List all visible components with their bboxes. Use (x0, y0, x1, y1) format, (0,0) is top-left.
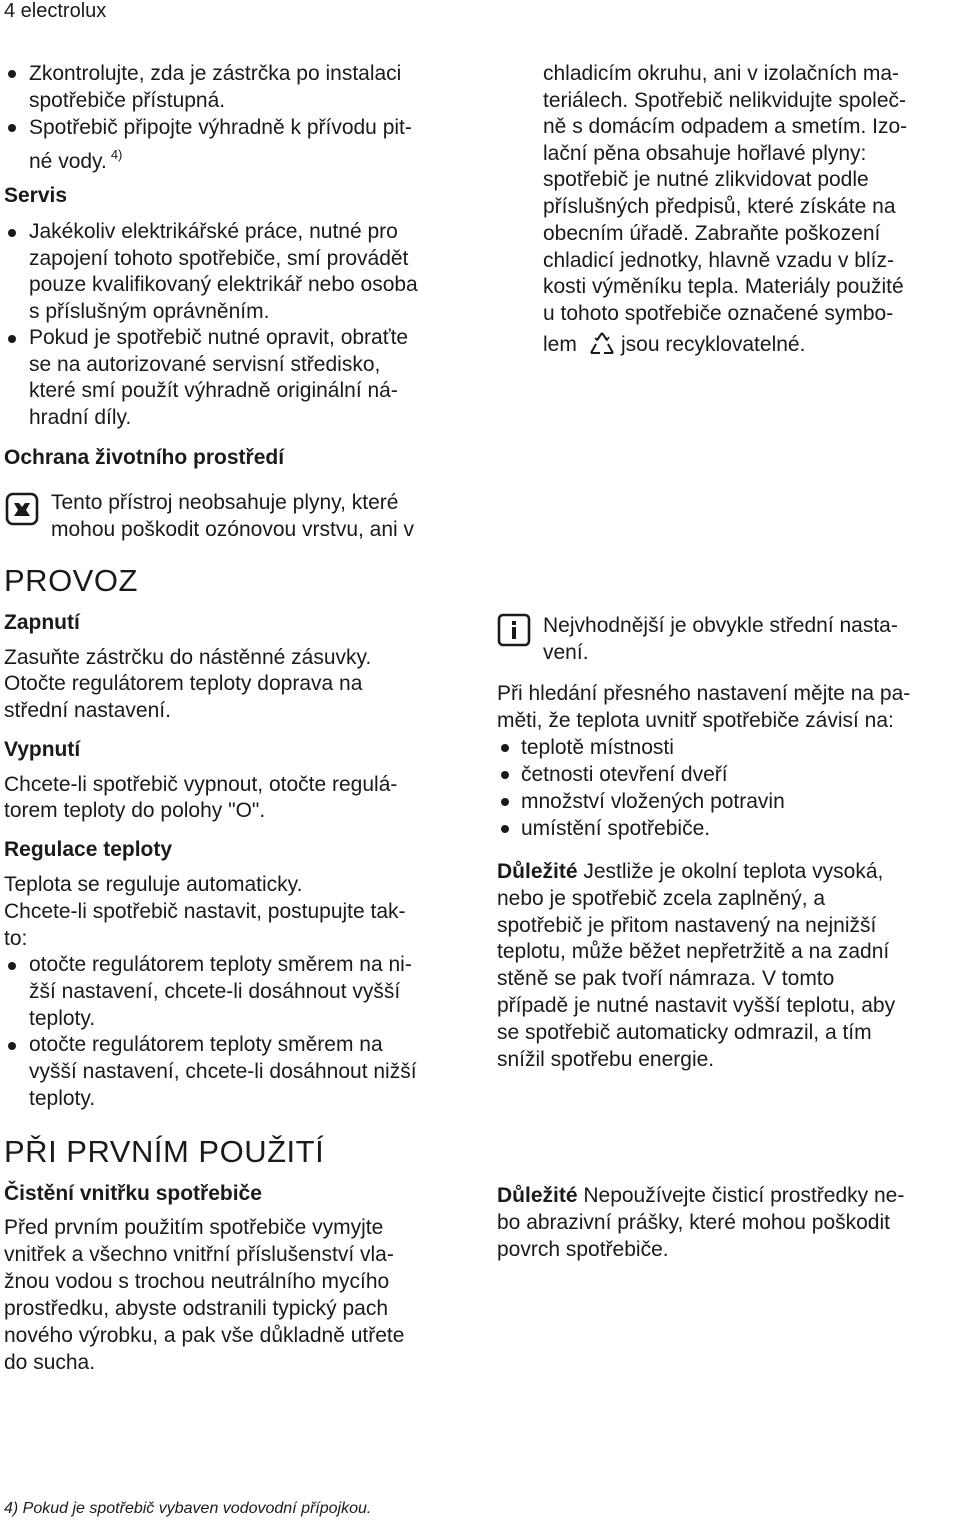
footnote: 4) Pokud je spotřebič vybaven vodovodní přípojkou. (4, 1500, 372, 1517)
text-span: né vody. (29, 150, 107, 173)
text-line: které smí použít výhradně originální ná- (29, 379, 398, 402)
text-line: se spotřebič automaticky odmrazil, a tím (497, 1021, 872, 1044)
text-line: chladicím okruhu, ani v izolačních ma- (543, 62, 899, 85)
text-line: u tohoto spotřebiče označené symbo- (543, 302, 894, 325)
bullet (501, 798, 509, 806)
text-line (497, 1182, 904, 1209)
text-line: nového výrobku, a pak vše důkladně utřete (4, 1324, 405, 1347)
bullet (501, 771, 509, 779)
list-item: množství vložených potravin (521, 790, 785, 813)
text-line: spotřebiče přístupná. (29, 89, 226, 112)
subheading-vypnuti: Vypnutí (4, 738, 81, 761)
text-line: Otočte regulátorem teploty doprava na (4, 672, 363, 695)
text-line: teplotu, může běžet nepřetržitě a na zadní (497, 940, 890, 963)
info-icon (497, 613, 531, 647)
bullet (8, 229, 16, 237)
text-line: spotřebič je přitom nastavený na nejnižší (497, 914, 877, 937)
recycling-icon (588, 331, 616, 357)
text-line: snížil spotřebu energie. (497, 1048, 715, 1071)
text-line: Zasuňte zástrčku do nástěnné zásuvky. (4, 646, 372, 669)
text-line: bo abrazivní prášky, které mohou poškodit (497, 1211, 890, 1234)
list-item: umístění spotřebiče. (521, 817, 711, 840)
subheading-cleaning: Čistění vnitřku spotřebiče (4, 1182, 262, 1205)
text-line: povrch spotřebiče. (497, 1238, 669, 1261)
text-line: prostředku, abyste odstranili typický pach (4, 1297, 389, 1320)
text-line: otočte regulátorem teploty směrem na ni- (29, 953, 412, 976)
bullet (8, 1042, 16, 1050)
text-line: Při hledání přesného nastavení mějte na pa- (497, 682, 911, 705)
important-label: Důležité (497, 860, 578, 883)
text-line: do sucha. (4, 1351, 96, 1374)
text-line: teploty. (29, 1087, 96, 1110)
section-title-provoz: PROVOZ (4, 563, 138, 598)
footnote-ref: 4) (110, 147, 123, 162)
text-line: vnitřek a všechno vnitřní příslušenství vla- (4, 1243, 394, 1266)
text-line: Nejvhodnější je obvykle střední nasta- (543, 614, 898, 637)
text-line: se na autorizované servisní středisko, (29, 353, 381, 376)
text-line: Tento přístroj neobsahuje plyny, které (51, 491, 399, 514)
text-line: žší nastavení, chcete-li dosáhnout vyšší (29, 980, 401, 1003)
text-line: stěně se pak tvoří námraza. V tomto (497, 967, 835, 990)
text-line: otočte regulátorem teploty směrem na (29, 1033, 383, 1056)
text-line: hradní díly. (29, 406, 132, 429)
bullet (8, 70, 16, 78)
text-span: Jestliže je okolní teplota vysoká, (577, 860, 884, 883)
section-heading-environment: Ochrana životního prostředí (4, 446, 285, 469)
subheading-zapnuti: Zapnutí (4, 611, 80, 634)
text-line: Spotřebič připojte výhradně k přívodu pit- (29, 116, 412, 139)
page-header: 4 electrolux (4, 0, 107, 22)
text-line: teriálech. Spotřebič nelikvidujte společ- (543, 89, 907, 112)
text-line: nebo je spotřebič zcela zaplněný, a (497, 887, 826, 910)
text-line: jsou recyklovatelné. (621, 333, 806, 356)
bullet (501, 825, 509, 833)
section-title-first-use: PŘI PRVNÍM POUŽITÍ (4, 1134, 325, 1169)
text-line: mohou poškodit ozónovou vrstvu, ani v (51, 518, 415, 541)
text-line: lem (543, 333, 577, 356)
text-line: Jakékoliv elektrikářské práce, nutné pro (29, 220, 398, 243)
text-line: lační pěna obsahuje hořlavé plyny: (543, 142, 867, 165)
text-line: pouze kvalifikovaný elektrikář nebo osoba (29, 273, 418, 296)
text-line: Před prvním použitím spotřebiče vymyjte (4, 1216, 384, 1239)
bullet (8, 124, 16, 132)
text-line: spotřebič je nutné zlikvidovat podle (543, 168, 869, 191)
important-label: Důležité (497, 1184, 578, 1207)
bullet (501, 744, 509, 752)
text-line: s příslušným oprávněním. (29, 300, 270, 323)
text-line: to: (4, 927, 28, 950)
text-line: zapojení tohoto spotřebiče, smí provádět (29, 247, 409, 270)
text-line: vyšší nastavení, chcete-li dosáhnout nižší (29, 1060, 417, 1083)
bullet (8, 962, 16, 970)
text-line (29, 141, 122, 175)
text-span: Nepoužívejte čisticí prostředky ne- (577, 1184, 905, 1207)
text-line: torem teploty do polohy "O". (4, 799, 266, 822)
section-heading-servis: Servis (4, 184, 68, 207)
subheading-regulace: Regulace teploty (4, 838, 173, 861)
text-line: Zkontrolujte, zda je zástrčka po instalaci (29, 62, 402, 85)
text-line: obecním úřadě. Zabraňte poškození (543, 222, 881, 245)
text-line (497, 858, 883, 885)
text-line: případě je nutné nastavit vyšší teplotu, aby (497, 994, 896, 1017)
list-item: četnosti otevření dveří (521, 763, 728, 786)
text-line: měti, že teplota uvnitř spotřebiče závisí na: (497, 709, 894, 732)
text-line: žnou vodou s trochou neutrálního mycího (4, 1270, 390, 1293)
bullet (8, 335, 16, 343)
environment-icon (5, 492, 39, 526)
text-line: Teplota se reguluje automaticky. (4, 873, 303, 896)
text-line: Pokud je spotřebič nutné opravit, obraťte (29, 326, 409, 349)
text-line: kosti výměníku tepla. Materiály použité (543, 275, 904, 298)
text-line: příslušných předpisů, které získáte na (543, 195, 896, 218)
text-line: teploty. (29, 1007, 96, 1030)
text-line: ně s domácím odpadem a smetím. Izo- (543, 115, 908, 138)
list-item: teplotě místnosti (521, 736, 674, 759)
text-line: Chcete-li spotřebič vypnout, otočte regulá- (4, 773, 398, 796)
text-line: vení. (543, 641, 589, 664)
text-line: Chcete-li spotřebič nastavit, postupujte tak- (4, 900, 406, 923)
text-line: střední nastavení. (4, 699, 171, 722)
text-line: chladicí jednotky, hlavně vzadu v blíz- (543, 249, 894, 272)
